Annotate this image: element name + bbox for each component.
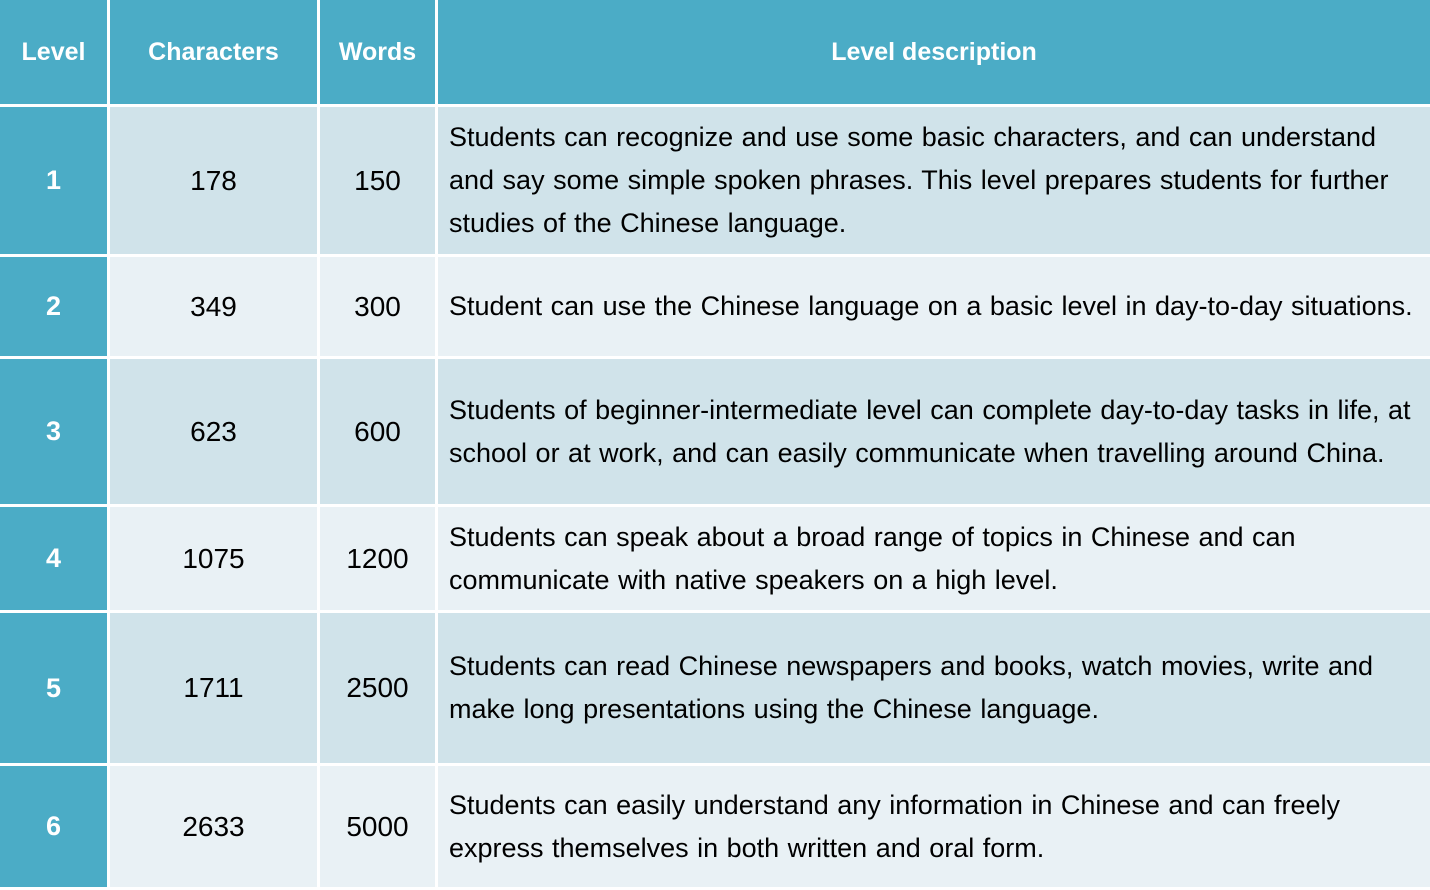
row-1-description: Students can recognize and use some basic characters, and can understand and say some simple spoken phrases. This level prepares students for further studies of the Chinese language.: [438, 107, 1430, 257]
header-words: Words: [320, 0, 438, 107]
row-2-characters: 349: [110, 257, 320, 359]
header-description: Level description: [438, 0, 1430, 107]
row-3-characters: 623: [110, 359, 320, 507]
row-3-level: 3: [0, 359, 110, 507]
row-2-description: Student can use the Chinese language on a basic level in day-to-day situations.: [438, 257, 1430, 359]
row-4-level: 4: [0, 507, 110, 613]
row-5-characters: 1711: [110, 613, 320, 766]
row-4-words: 1200: [320, 507, 438, 613]
row-6-characters: 2633: [110, 766, 320, 890]
row-1-words: 150: [320, 107, 438, 257]
row-2-level: 2: [0, 257, 110, 359]
row-5-level: 5: [0, 613, 110, 766]
header-characters: Characters: [110, 0, 320, 107]
row-3-words: 600: [320, 359, 438, 507]
row-1-level: 1: [0, 107, 110, 257]
row-6-words: 5000: [320, 766, 438, 890]
row-5-words: 2500: [320, 613, 438, 766]
header-level: Level: [0, 0, 110, 107]
row-5-description: Students can read Chinese newspapers and books, watch movies, write and make long presentations using the Chinese language.: [438, 613, 1430, 766]
row-4-description: Students can speak about a broad range of topics in Chinese and can communicate with native speakers on a high level.: [438, 507, 1430, 613]
row-6-description: Students can easily understand any information in Chinese and can freely express themselves in both written and oral form.: [438, 766, 1430, 890]
row-1-characters: 178: [110, 107, 320, 257]
row-2-words: 300: [320, 257, 438, 359]
row-4-characters: 1075: [110, 507, 320, 613]
row-3-description: Students of beginner-intermediate level can complete day-to-day tasks in life, at school or at work, and can easily communicate when travelling around China.: [438, 359, 1430, 507]
row-6-level: 6: [0, 766, 110, 890]
